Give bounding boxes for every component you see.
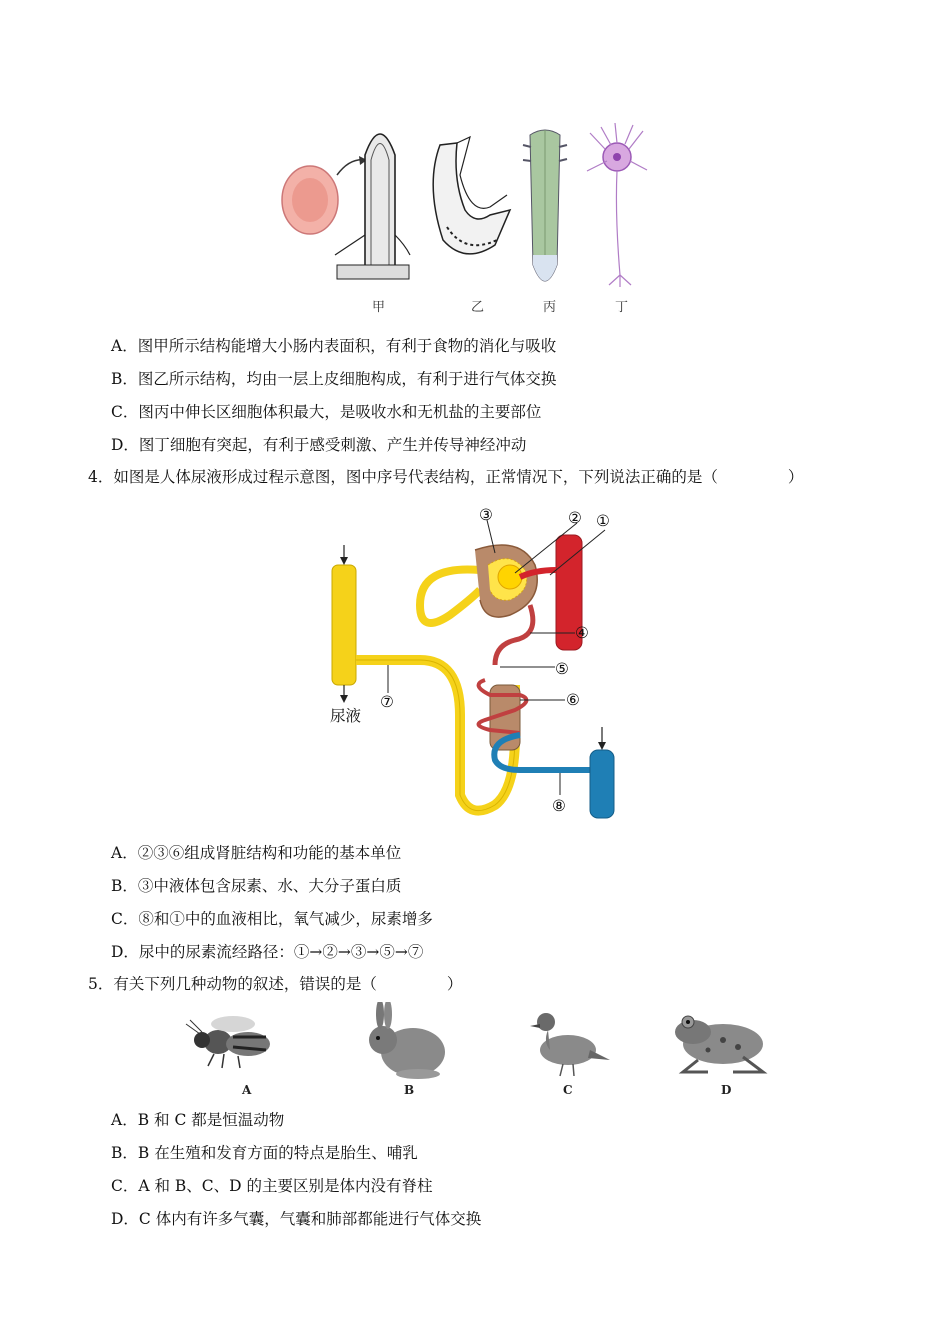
neuron-figure [587, 123, 647, 287]
urine-label: 尿液 [330, 707, 362, 725]
figure-nephron [320, 505, 640, 825]
q4-option-c: C．⑧和①中的血液相比，氧气减少，尿素增多 [111, 910, 433, 928]
nephron-marker-6: ⑥ [566, 691, 580, 709]
q4-option-b: B．③中液体包含尿素、水、大分子蛋白质 [111, 877, 402, 895]
root-tip-figure [523, 130, 567, 281]
q5-option-a: A．B 和 C 都是恒温动物 [111, 1111, 285, 1129]
q5-option-b: B．B 在生殖和发育方面的特点是胎生、哺乳 [111, 1144, 418, 1162]
q4-close-paren: ） [787, 468, 804, 486]
q5-number: 5． [88, 975, 114, 993]
nephron-marker-5: ⑤ [555, 660, 569, 678]
animal-label-b: B [404, 1083, 415, 1097]
pigeon-image [530, 1013, 610, 1076]
q4-stem-text: 如图是人体尿液形成过程示意图，图中序号代表结构，正常情况下，下列说法正确的是（ [113, 468, 718, 486]
rabbit-image [369, 1002, 445, 1079]
q3-option-d: D．图丁细胞有突起，有利于感受刺激、产生并传导神经冲动 [111, 436, 527, 454]
bee-image [186, 1016, 270, 1068]
nephron-marker-8: ⑧ [552, 797, 566, 815]
figure-label-bing: 丙 [543, 300, 557, 315]
q4-option-a: A．②③⑥组成肾脏结构和功能的基本单位 [111, 844, 402, 862]
figure-animals [178, 1002, 778, 1082]
q5-option-c: C．A 和 B、C、D 的主要区别是体内没有脊柱 [111, 1177, 433, 1195]
q3-option-c: C．图丙中伸长区细胞体积最大，是吸收水和无机盐的主要部位 [111, 403, 542, 421]
q5-stem [88, 974, 462, 994]
q3-option-a: A．图甲所示结构能增大小肠内表面积，有利于食物的消化与吸收 [111, 337, 557, 355]
q5-close-paren: ） [446, 975, 463, 993]
q4-number: 4． [88, 468, 114, 486]
nephron-marker-1: ① [596, 512, 610, 530]
frog-image [675, 1016, 763, 1072]
animal-label-a: A [242, 1083, 252, 1097]
nephron-marker-2: ② [568, 509, 582, 527]
figure-label-yi: 乙 [471, 300, 485, 315]
nephron-marker-3: ③ [479, 506, 493, 524]
alveolus-figure [433, 137, 510, 254]
villus-figure [282, 134, 410, 279]
figure-structures [275, 115, 675, 315]
q3-option-b: B．图乙所示结构，均由一层上皮细胞构成，有利于进行气体交换 [111, 370, 557, 388]
figure-label-jia: 甲 [372, 300, 386, 315]
q4-option-d: D．尿中的尿素流经路径：①→②→③→⑤→⑦ [111, 943, 424, 961]
nephron-marker-4: ④ [575, 624, 589, 642]
q4-stem [88, 467, 803, 487]
animal-label-c: C [563, 1083, 573, 1097]
animal-label-d: D [721, 1083, 732, 1097]
nephron-marker-7: ⑦ [380, 693, 394, 711]
q5-option-d: D．C 体内有许多气囊，气囊和肺部都能进行气体交换 [111, 1210, 482, 1228]
figure-label-ding: 丁 [615, 300, 629, 315]
q5-stem-text: 有关下列几种动物的叙述，错误的是（ [113, 975, 377, 993]
